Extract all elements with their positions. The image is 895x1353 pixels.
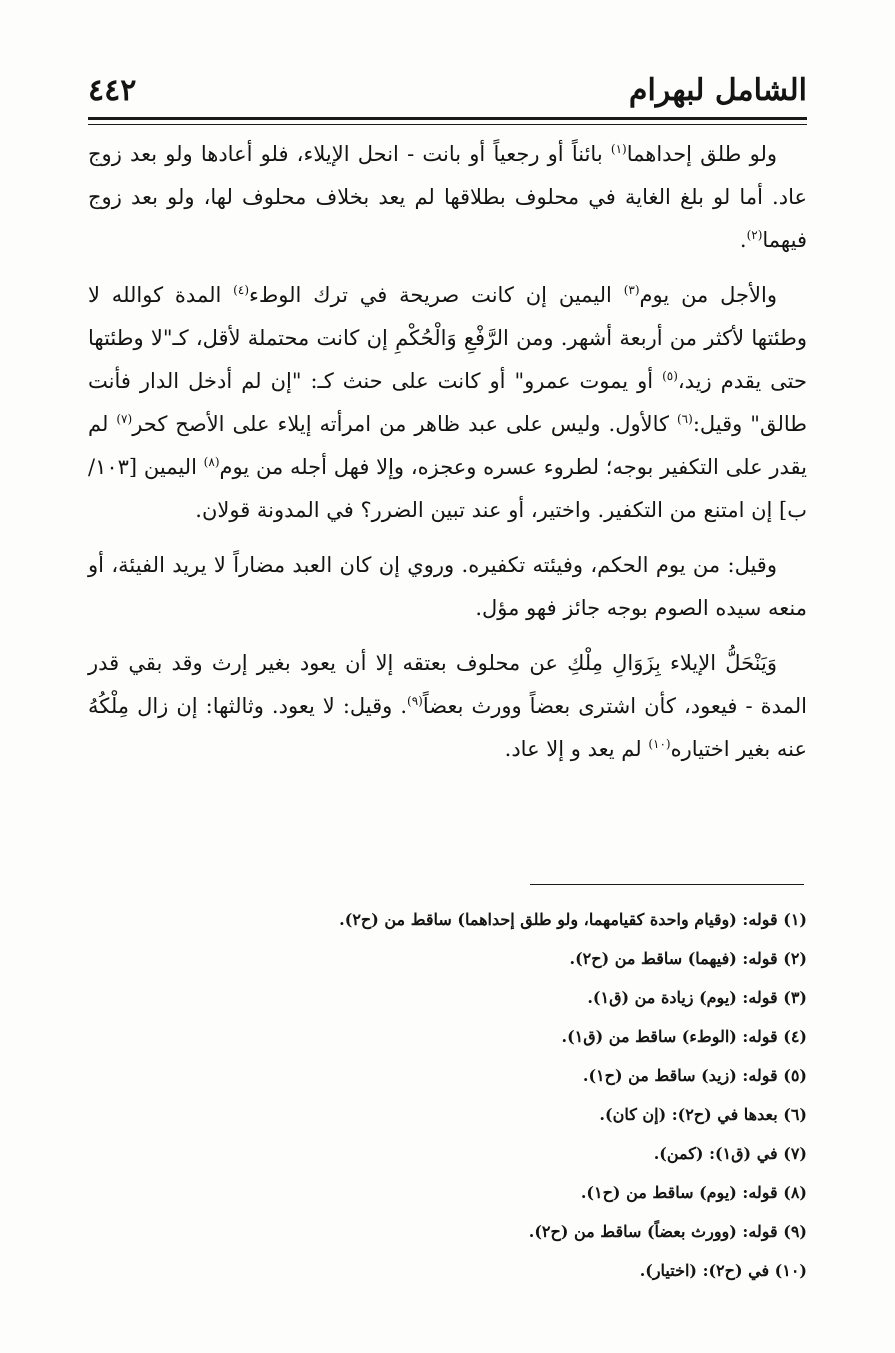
text-run: لم يقدر على التكفير بوجه؛ لطروء عسره وعجزه، وإلا فهل أجله من يوم (88, 412, 807, 479)
footnote-marker: (٧) (116, 412, 133, 426)
footnote-marker: (١) (610, 142, 627, 156)
footnote: (٢) قوله: (فيهما) ساقط من (ح٢). (569, 949, 807, 968)
footnote-marker: (٣) (623, 283, 640, 297)
page-header (88, 62, 807, 118)
footnote: (٣) قوله: (يوم) زيادة من (ق١). (587, 988, 807, 1007)
text-run: . (739, 228, 747, 252)
footnote: (٩) قوله: (وورث بعضاً) ساقط من (ح٢). (528, 1222, 807, 1241)
text-run: والأجل من يوم (639, 283, 777, 307)
footnote-marker: (٦) (676, 412, 693, 426)
main-text (88, 133, 807, 783)
text-run: وقيل: من يوم الحكم، وفيئته تكفيره. وروي إن كان العبد مضاراً لا يريد الفيئة، أو منعه سيده الصوم بوجه جائز فهو مؤل. (88, 553, 807, 620)
paragraph (88, 133, 807, 262)
footnote-marker: (٥) (662, 369, 678, 383)
footnote-marker: (٩) (407, 694, 423, 708)
header-rule-thick (88, 117, 807, 120)
text-run: لم يعد و إلا عاد. (504, 737, 649, 761)
footnotes (88, 900, 807, 1290)
text-run: اليمين إن كانت صريحة في ترك الوطء (249, 283, 624, 307)
footnote: (٥) قوله: (زيد) ساقط من (ح١). (582, 1066, 807, 1085)
footnote: (٧) في (ق١): (كمن). (653, 1144, 807, 1163)
paragraph (88, 642, 807, 771)
text-run: بائناً أو رجعياً أو بانت - انحل الإيلاء، فلو أعادها ولو بعد زوج عاد. أما لو بلغ الغاية في محلوف بطلاقها لم يعد بخلاف محلوف لها، ولو بعد زوج فيهما (88, 142, 807, 252)
page-number: ٤٤٢ (88, 72, 137, 108)
running-title: الشامل لبهرام (628, 72, 807, 108)
footnote-marker: (١٠) (648, 737, 671, 751)
footnote-marker: (٤) (233, 283, 249, 297)
text-run: المدة كوالله لا وطئتها لأكثر من أربعة أشهر. ومن الرَّفْعِ وَالْحُكْمِ إن كانت محتملة لأقل، كـ"لا وطئتها حتى يقدم زيد، (88, 283, 807, 393)
footnote-marker: (٨) (203, 455, 220, 469)
paragraph (88, 544, 807, 630)
footnote: (٤) قوله: (الوطء) ساقط من (ق١). (561, 1027, 807, 1046)
text-run: . وقيل: لا يعود. وثالثها: إن زال مِلْكُهُ عنه بغير اختياره (88, 694, 807, 761)
footnote: (٦) بعدها في (ح٢): (إن كان). (599, 1105, 807, 1124)
text-run: كالأول. وليس على عبد ظاهر من امرأته إيلاء على الأصح كحر (132, 412, 677, 436)
text-run: وَيَنْحَلُّ الإيلاء بِزَوَالِ مِلْكِ عن محلوف بعتقه إلا أن يعود بغير إرث وقد بقي قدر المدة - فيعود، كأن اشترى بعضاً وورث بعضاً (88, 651, 807, 718)
text-run: اليمين [١٠٣/ ب] إن امتنع من التكفير. واختير، أو عند تبين الضرر؟ في المدونة قولان. (88, 455, 807, 522)
footnote: (١) قوله: (وقيام واحدة كقيامهما، ولو طلق إحداهما) ساقط من (ح٢). (339, 910, 807, 929)
header-rule-thin (88, 124, 807, 125)
footnote: (٨) قوله: (يوم) ساقط من (ح١). (580, 1183, 807, 1202)
footnote: (١٠) في (ح٢): (اختيار). (639, 1261, 807, 1280)
paragraph (88, 274, 807, 532)
footnote-separator (530, 884, 804, 885)
text-run: أو يموت عمرو" أو كانت على حنث كـ: "إن لم أدخل الدار فأنت طالق" وقيل: (88, 369, 807, 436)
text-run: ولو طلق إحداهما (626, 142, 777, 166)
footnote-marker: (٢) (746, 228, 763, 242)
